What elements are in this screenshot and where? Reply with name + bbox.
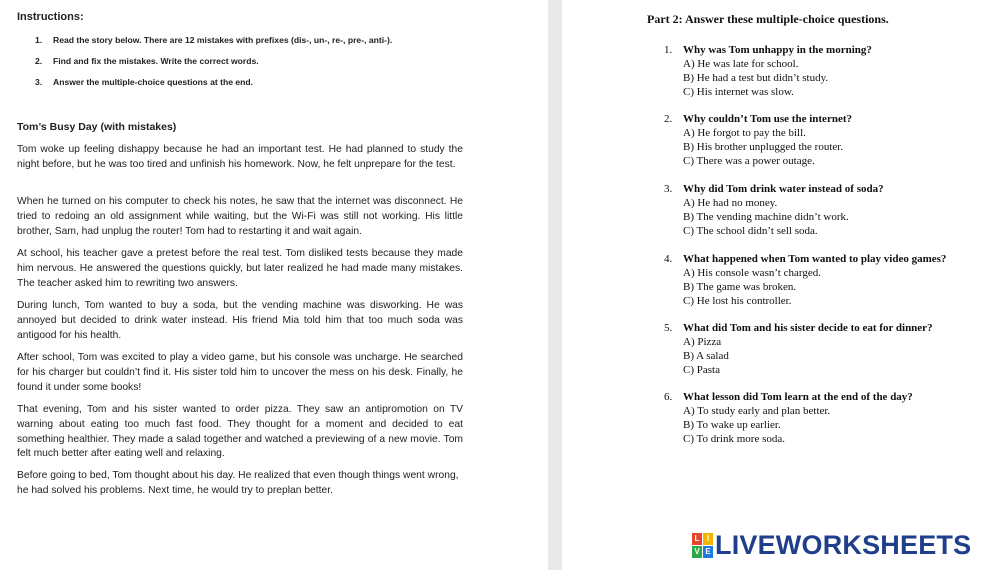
question-text: What happened when Tom wanted to play video games? — [683, 253, 947, 265]
answer-option: A) To study early and plan better. — [683, 405, 831, 417]
answer-option: A) He had no money. — [683, 197, 778, 209]
answer-option: C) To drink more soda. — [683, 433, 785, 445]
logo-text: LIVEWORKSHEETS — [715, 529, 972, 560]
story-paragraph-7: Before going to bed, Tom thought about his day. He realized that even though things went wrong, he had solved his problems. Next time, he would try to preplan better. — [17, 470, 459, 496]
story-paragraph-6: That evening, Tom and his sister wanted to order pizza. They saw an antipromotion on TV warning about eating too much fast food. They thought for a moment and decided to eat something healthier. They made a salad together and watched a previewing of a new movie. Tom felt much better after eating well and relaxing. — [17, 404, 463, 460]
logo-mark-letter: L — [692, 533, 702, 545]
question-6 — [664, 390, 913, 446]
story-paragraph-1: Tom woke up feeling dishappy because he had an important test. He had planned to study the night before, but he was too tired and unfinish his homework. Now, he felt unprepare for the test. — [17, 144, 463, 170]
question-3 — [664, 182, 884, 238]
question-number: 1. — [664, 44, 673, 56]
answer-option: B) The game was broken. — [683, 281, 797, 293]
answer-option: C) Pasta — [683, 364, 720, 376]
answer-option: C) The school didn’t sell soda. — [683, 225, 818, 237]
answer-option: B) His brother unplugged the router. — [683, 141, 844, 153]
story-paragraph-2: When he turned on his computer to check his notes, he saw that the internet was disconnect. He tried to redoing an old assignment while waiting, but the Wi-Fi was still not working. His little brother, Sam, had unplug the router! Tom had to restarting it and wait again. — [17, 196, 463, 237]
question-number: 2. — [664, 113, 673, 125]
question-2 — [664, 112, 852, 168]
liveworksheets-logo — [692, 531, 971, 559]
story-paragraph-4: During lunch, Tom wanted to buy a soda, but the vending machine was disworking. He was annoyed but decided to drink water instead. His friend Mia told him that too much soda was antigood for his health. — [17, 300, 463, 341]
question-number: 3. — [664, 183, 673, 195]
instruction-item — [35, 77, 253, 87]
story-title: Tom’s Busy Day (with mistakes) — [17, 121, 177, 133]
question-number: 4. — [664, 253, 673, 265]
question-number: 6. — [664, 391, 673, 403]
answer-option: C) He lost his controller. — [683, 295, 792, 307]
question-text: Why was Tom unhappy in the morning? — [683, 44, 872, 56]
instructions-heading: Instructions: — [17, 11, 84, 23]
question-text: Why did Tom drink water instead of soda? — [683, 183, 884, 195]
instruction-item — [35, 35, 392, 45]
question-text: What did Tom and his sister decide to eat for dinner? — [683, 322, 933, 334]
question-5 — [664, 321, 933, 377]
logo-mark-letter: V — [692, 546, 702, 558]
story-paragraph-3: At school, his teacher gave a pretest before the real test. Tom disliked tests because they made him nervous. He answered the questions quickly, but later realized he had made many mistakes. The teacher asked him to rewriting two answers. — [17, 248, 463, 289]
logo-mark-letter: E — [703, 546, 713, 558]
instruction-number: 3. — [35, 77, 43, 87]
answer-option: A) He forgot to pay the bill. — [683, 127, 806, 139]
answer-option: B) The vending machine didn’t work. — [683, 211, 849, 223]
answer-option: B) A salad — [683, 350, 729, 362]
logo-mark-icon — [692, 533, 712, 558]
instruction-number: 2. — [35, 56, 43, 66]
page-gutter — [548, 0, 562, 570]
question-1 — [664, 43, 872, 99]
question-4 — [664, 252, 946, 308]
logo-mark-letter: I — [703, 533, 713, 545]
part2-title: Part 2: Answer these multiple-choice questions. — [647, 12, 889, 26]
answer-option: B) To wake up earlier. — [683, 419, 781, 431]
answer-option: A) Pizza — [683, 336, 722, 348]
story-paragraph-5: After school, Tom was excited to play a video game, but his console was uncharge. He searched for his charger but couldn’t find it. His sister told him to uncover the mess on his desk. Finally, he found it under some books! — [17, 352, 463, 393]
instruction-text: Read the story below. There are 12 mistakes with prefixes (dis-, un-, re-, pre-, anti-). — [53, 35, 393, 45]
instruction-item — [35, 56, 259, 66]
answer-option: B) He had a test but didn’t study. — [683, 72, 829, 84]
answer-option: A) He was late for school. — [683, 58, 799, 70]
instruction-number: 1. — [35, 35, 43, 45]
question-number: 5. — [664, 322, 673, 334]
answer-option: A) His console wasn’t charged. — [683, 267, 821, 279]
right-page — [562, 0, 1000, 570]
answer-option: C) His internet was slow. — [683, 86, 794, 98]
instruction-text: Find and fix the mistakes. Write the correct words. — [53, 56, 259, 66]
question-text: What lesson did Tom learn at the end of the day? — [683, 391, 913, 403]
instruction-text: Answer the multiple-choice questions at the end. — [53, 77, 254, 87]
answer-option: C) There was a power outage. — [683, 155, 815, 167]
question-text: Why couldn’t Tom use the internet? — [683, 113, 852, 125]
